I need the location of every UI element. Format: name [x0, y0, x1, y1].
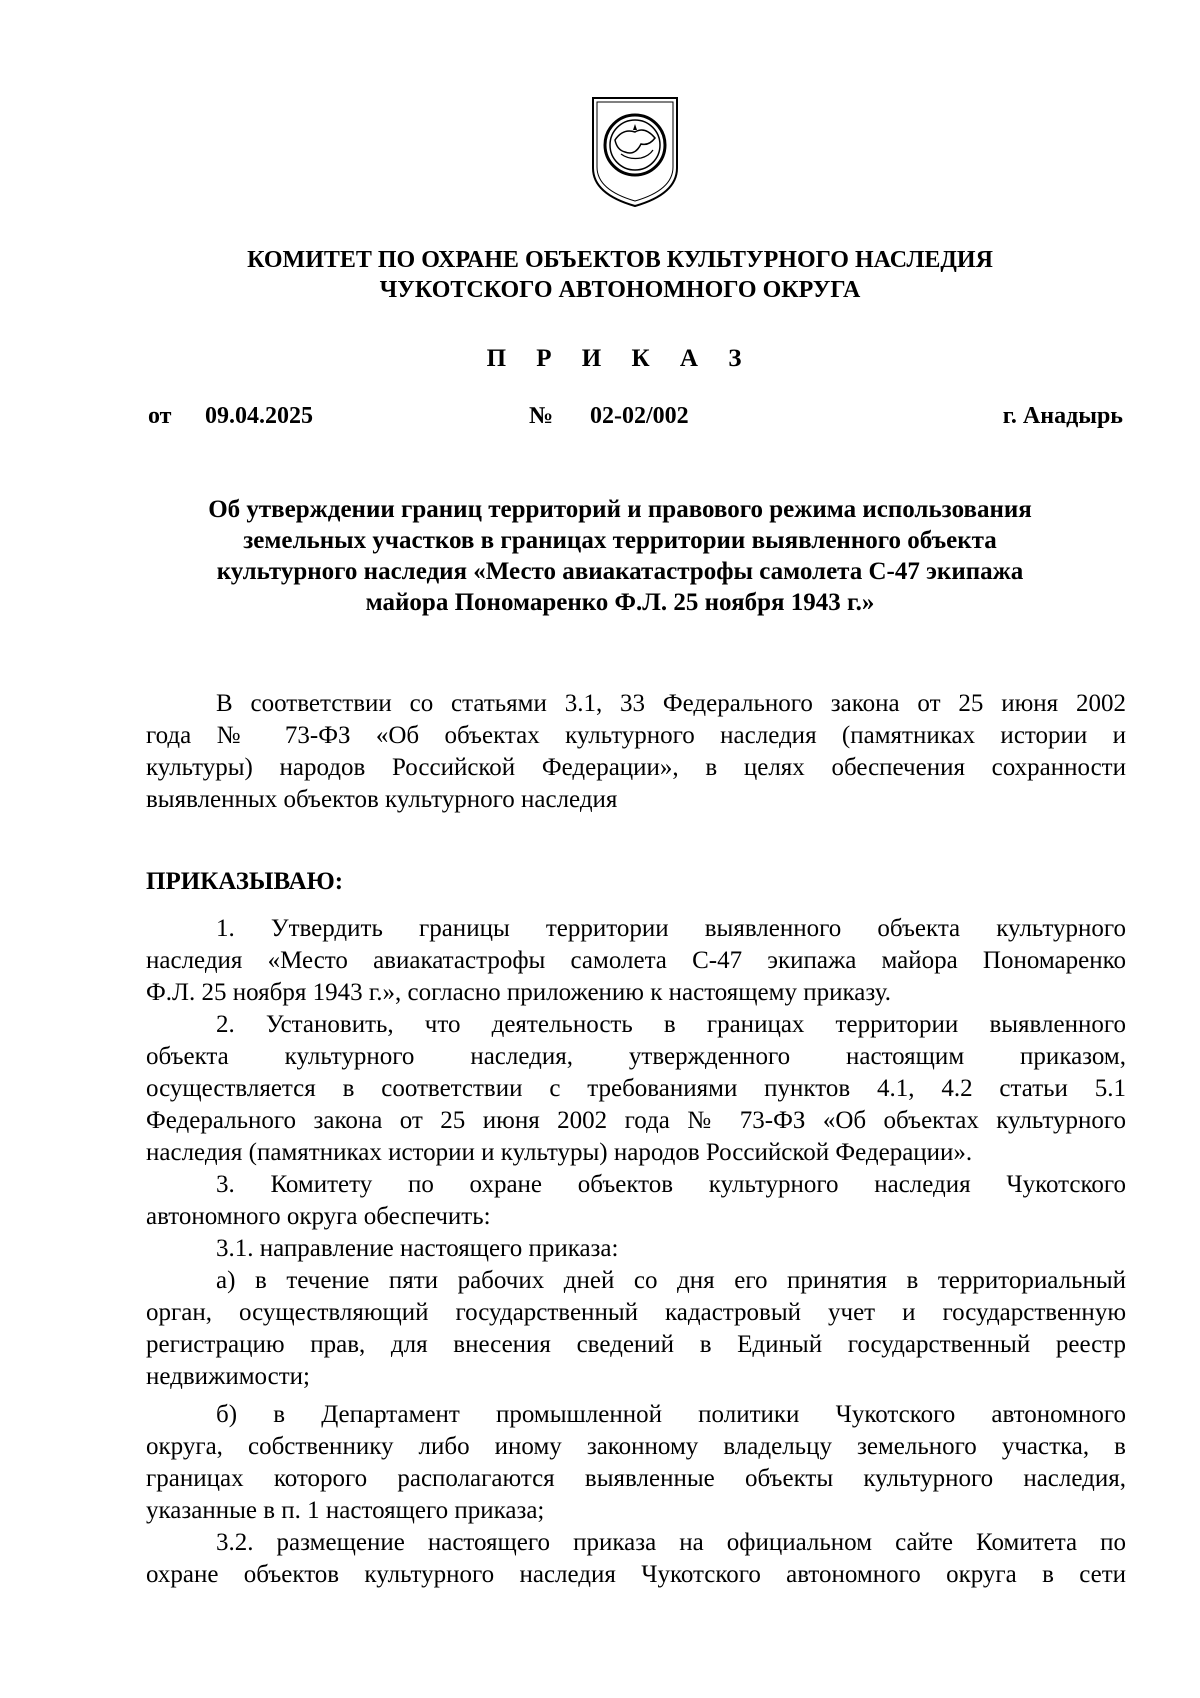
text-line: Ф.Л. 25 ноября 1943 г.», согласно приложению к настоящему приказу. — [146, 979, 891, 1006]
order-items — [146, 913, 1126, 1591]
text-line: осуществляется в соответствии с требованиями пунктов 4.1, 4.2 статьи 5.1 — [146, 1075, 1126, 1102]
text-line: Федерального закона от 25 июня 2002 года № 73-ФЗ «Об объектах культурного — [146, 1107, 1126, 1134]
date-label: от — [148, 403, 172, 429]
text-line: указанные в п. 1 настоящего приказа; — [146, 1497, 545, 1524]
organization-name-line-1: КОМИТЕТ ПО ОХРАНЕ ОБЪЕКТОВ КУЛЬТУРНОГО НАСЛЕДИЯ — [247, 247, 993, 273]
text-line: недвижимости; — [146, 1363, 310, 1390]
item-3-2-paragraph — [146, 1527, 1126, 1591]
text-line: а) в течение пяти рабочих дней со дня его принятия в территориальный — [216, 1267, 1126, 1294]
text-line: границах которого располагаются выявленные объекты культурного наследия, — [146, 1465, 1126, 1492]
title-line: Об утверждении границ территорий и правового режима использования — [208, 496, 1032, 523]
text-line: В соответствии со статьями 3.1, 33 Федерального закона от 25 июня 2002 — [216, 690, 1126, 717]
order-title — [130, 494, 1110, 618]
text-line: охране объектов культурного наследия Чукотского автономного округа в сети — [146, 1561, 1126, 1588]
text-line: автономного округа обеспечить: — [146, 1203, 491, 1230]
item-3-paragraph — [146, 1169, 1126, 1233]
item-3-1-b-paragraph — [146, 1399, 1126, 1527]
text-line: 3.2. размещение настоящего приказа на официальном сайте Комитета по — [216, 1529, 1126, 1556]
text-line: 2. Установить, что деятельность в границах территории выявленного — [216, 1011, 1126, 1038]
item-2-paragraph — [146, 1009, 1126, 1169]
title-line: майора Пономаренко Ф.Л. 25 ноября 1943 г.» — [365, 589, 875, 616]
text-line: года № 73-ФЗ «Об объектах культурного наследия (памятниках истории и — [146, 722, 1126, 749]
text-line: наследия «Место авиакатастрофы самолета С-47 экипажа майора Пономаренко — [146, 947, 1126, 974]
number-label: № — [529, 403, 554, 429]
text-line: орган, осуществляющий государственный кадастровый учет и государственную — [146, 1299, 1126, 1326]
title-line: культурного наследия «Место авиакатастрофы самолета С-47 экипажа — [216, 558, 1024, 585]
order-meta-row — [148, 403, 1123, 437]
preamble-paragraph — [146, 688, 1126, 816]
text-line: 1. Утвердить границы территории выявленного объекта культурного — [216, 915, 1126, 942]
text-line: б) в Департамент промышленной политики Чукотского автономного — [216, 1401, 1126, 1428]
item-1-paragraph — [146, 913, 1126, 1009]
organization-name-line-2: ЧУКОТСКОГО АВТОНОМНОГО ОКРУГА — [379, 277, 861, 303]
text-line: объекта культурного наследия, утвержденного настоящим приказом, — [146, 1043, 1126, 1070]
text-line: регистрацию прав, для внесения сведений в Единый государственный реестр — [146, 1331, 1126, 1358]
text-line: культуры) народов Российской Федерации», в целях обеспечения сохранности — [146, 754, 1126, 781]
text-line: наследия (памятниках истории и культуры) народов Российской Федерации». — [146, 1139, 973, 1166]
organization-header — [0, 245, 1200, 305]
item-3-1-paragraph — [146, 1233, 1126, 1265]
text-line: 3.1. направление настоящего приказа: — [216, 1235, 619, 1262]
order-number: 02-02/002 — [590, 403, 689, 429]
order-date: 09.04.2025 — [205, 403, 313, 429]
text-line: выявленных объектов культурного наследия — [146, 786, 618, 813]
city: г. Анадырь — [1002, 403, 1123, 429]
document-type: П Р И К А З — [486, 345, 754, 372]
item-3-1-a-paragraph — [146, 1265, 1126, 1393]
title-line: земельных участков в границах территории выявленного объекта — [243, 527, 997, 554]
coat-of-arms-emblem — [585, 90, 685, 210]
text-line: 3. Комитету по охране объектов культурного наследия Чукотского — [216, 1171, 1126, 1198]
ordering-word: ПРИКАЗЫВАЮ: — [146, 868, 344, 895]
text-line: округа, собственнику либо иному законному владельцу земельного участка, в — [146, 1433, 1126, 1460]
